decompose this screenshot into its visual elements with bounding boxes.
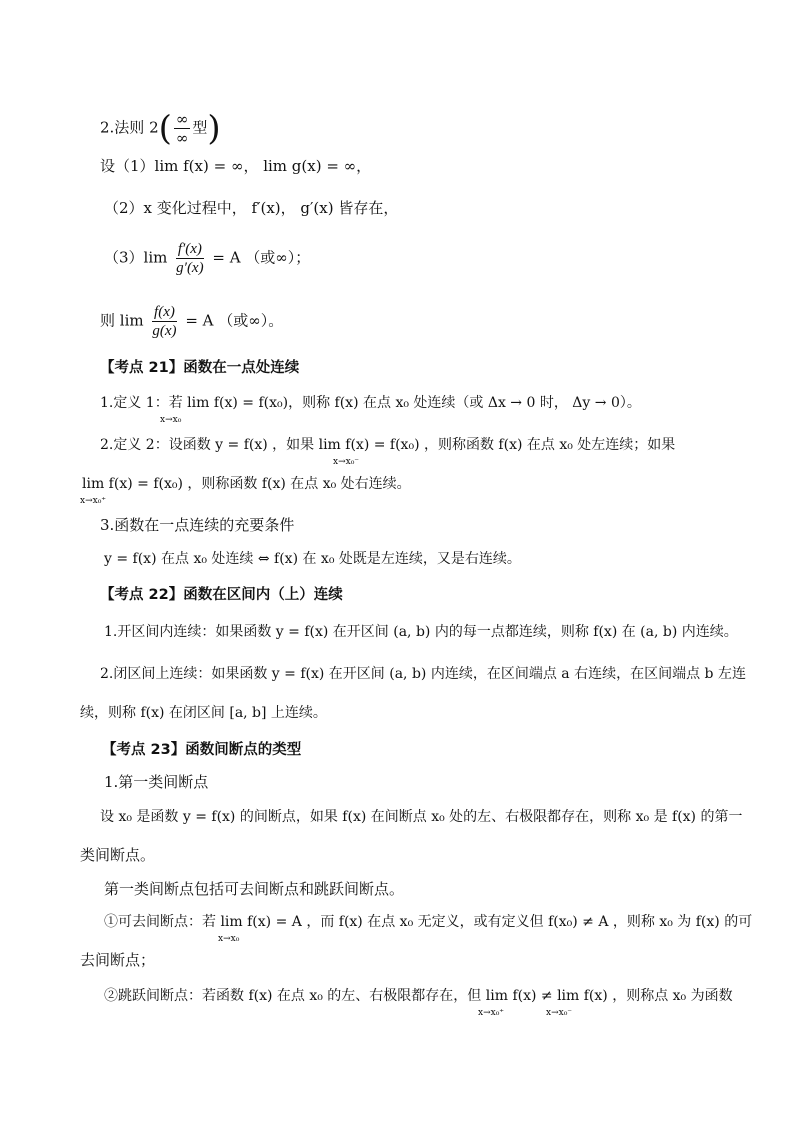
fraction-numerator: f(x) (154, 304, 175, 320)
condition-1: 设（1）lim f(x) = ∞， lim g(x) = ∞， (100, 157, 372, 175)
conclusion-prefix: 则 lim (100, 311, 144, 330)
type-1-body-line2: 类间断点。 (80, 846, 156, 864)
closed-interval-line1: 2.闭区间上连续：如果函数 y = f(x) 在开区间 (a, b) 内连续，在区间端点 a 右连续，在区间端点 b 左连 (100, 666, 746, 682)
derivative-fraction (174, 240, 205, 277)
removable-discontinuity-line2: 去间断点； (80, 951, 156, 969)
conclusion-suffix: = A （或∞）。 (185, 311, 284, 330)
fraction-denominator: g′(x) (176, 260, 204, 276)
definition-2-line2: lim f(x) = f(x₀) ，则称函数 f(x) 在点 x₀ 处右连续。 (82, 476, 411, 492)
removable-discontinuity-line1: ①可去间断点：若 lim f(x) = A ，而 f(x) 在点 x₀ 无定义，或有定义但 f(x₀) ≠ A ，则称 x₀ 为 f(x) 的可 (104, 914, 753, 930)
removable-limit-sub: x→x₀ (218, 934, 240, 944)
section-heading-22: 【考点 22】函数在区间内（上）连续 (100, 587, 343, 603)
conclusion (100, 303, 283, 340)
rule2-prefix: 2.法则 2 (100, 118, 159, 137)
section-heading-21: 【考点 21】函数在一点处连续 (100, 360, 300, 376)
definition-2b-limit-sub: x→x₀⁺ (80, 496, 107, 506)
right-paren: ) (207, 108, 221, 149)
left-paren: ( (158, 108, 172, 149)
fraction-numerator: ∞ (175, 110, 189, 128)
definition-2-limit-sub: x→x₀⁻ (333, 457, 360, 467)
type-1-title: 1.第一类间断点 (104, 773, 209, 791)
function-fraction (150, 303, 178, 340)
jump-discontinuity: ②跳跃间断点：若函数 f(x) 在点 x₀ 的左、右极限都存在，但 lim f(x) ≠ lim f(x) ，则称点 x₀ 为函数 (104, 988, 733, 1004)
infinity-fraction (174, 110, 191, 147)
type-1-includes: 第一类间断点包括可去间断点和跳跃间断点。 (104, 880, 405, 898)
condition-2: （2）x 变化过程中， f′(x)， g′(x) 皆存在， (104, 199, 399, 217)
cond3-prefix: （3）lim (104, 248, 168, 267)
fraction-numerator: f′(x) (177, 241, 202, 257)
rule2-suffix: 型 (192, 118, 208, 137)
rule2-heading (100, 110, 221, 147)
fraction-denominator: ∞ (175, 129, 189, 147)
definition-2-line1: 2.定义 2：设函数 y = f(x) ，如果 lim f(x) = f(x₀) ，则称函数 f(x) 在点 x₀ 处左连续；如果 (100, 437, 676, 453)
section-heading-23: 【考点 23】函数间断点的类型 (102, 742, 302, 758)
type-1-body-line1: 设 x₀ 是函数 y = f(x) 的间断点，如果 f(x) 在间断点 x₀ 处的左、右极限都存在，则称 x₀ 是 f(x) 的第一 (100, 809, 743, 825)
open-interval-continuity: 1.开区间内连续：如果函数 y = f(x) 在开区间 (a, b) 内的每一点都连续，则称 f(x) 在 (a, b) 内连续。 (104, 624, 738, 640)
condition-3 (104, 240, 310, 277)
jump-limit-sub-left: x→x₀⁻ (546, 1008, 573, 1018)
condition-body: y = f(x) 在点 x₀ 处连续 ⇔ f(x) 在 x₀ 处既是左连续，又是右连续。 (104, 551, 521, 567)
cond3-suffix: = A （或∞）； (212, 248, 311, 267)
closed-interval-line2: 续，则称 f(x) 在闭区间 [a, b] 上连续。 (80, 705, 327, 721)
definition-1-limit-sub: x→x₀ (160, 415, 182, 425)
fraction-denominator: g(x) (152, 323, 177, 339)
condition-title: 3.函数在一点连续的充要条件 (100, 516, 295, 534)
definition-1: 1.定义 1：若 lim f(x) = f(x₀)，则称 f(x) 在点 x₀ 处连续（或 Δx → 0 时， Δy → 0）。 (100, 395, 641, 411)
jump-limit-sub-right: x→x₀⁺ (478, 1008, 505, 1018)
